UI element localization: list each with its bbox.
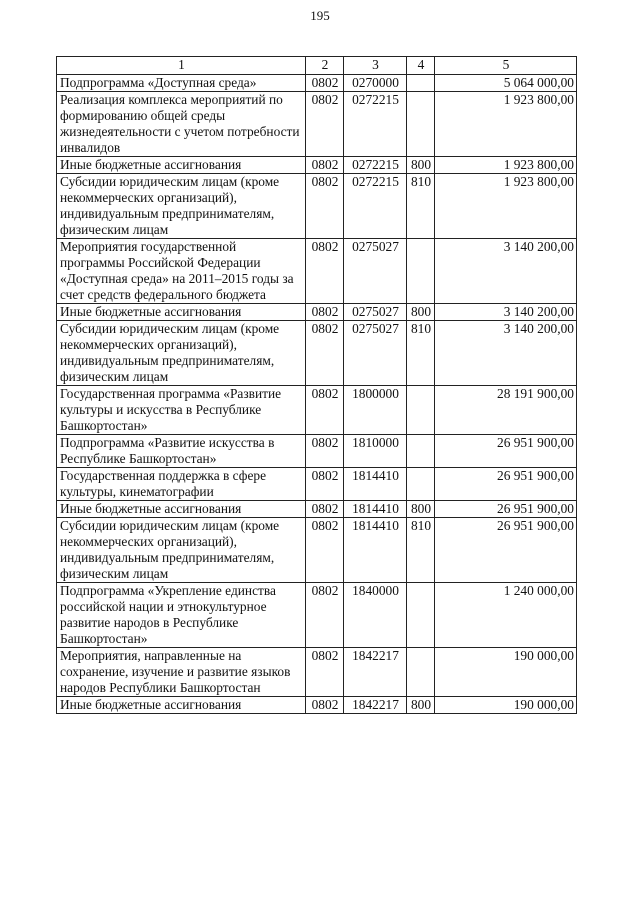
row-sum-cell: 26 951 900,00 <box>435 501 577 518</box>
table-row <box>57 157 577 174</box>
row-section-cell: 0802 <box>306 648 344 697</box>
row-code-cell: 0272215 <box>344 92 407 157</box>
row-name-cell: Мероприятия государственной программы Российской Федерации «Доступная среда» на 2011–2015 годы за счет средств федерального бюджета <box>57 239 306 304</box>
row-name-cell: Подпрограмма «Укрепление единства российской нации и этнокультурное развитие народов в Республике Башкортостан» <box>57 583 306 648</box>
row-type-cell <box>407 435 435 468</box>
table-body <box>57 75 577 714</box>
row-name-cell: Субсидии юридическим лицам (кроме некоммерческих организаций), индивидуальным предпринимателям, физическим лицам <box>57 174 306 239</box>
row-code-cell: 1800000 <box>344 386 407 435</box>
row-sum-cell: 26 951 900,00 <box>435 518 577 583</box>
row-sum-cell: 26 951 900,00 <box>435 468 577 501</box>
row-sum-cell: 3 140 200,00 <box>435 304 577 321</box>
row-section-cell: 0802 <box>306 435 344 468</box>
header-col-1: 1 <box>57 57 306 75</box>
table-row <box>57 697 577 714</box>
row-name-cell: Субсидии юридическим лицам (кроме некоммерческих организаций), индивидуальным предпринимателям, физическим лицам <box>57 518 306 583</box>
row-section-cell: 0802 <box>306 518 344 583</box>
row-sum-cell: 1 923 800,00 <box>435 157 577 174</box>
row-section-cell: 0802 <box>306 92 344 157</box>
row-type-cell <box>407 468 435 501</box>
header-col-3: 3 <box>344 57 407 75</box>
row-sum-cell: 190 000,00 <box>435 648 577 697</box>
header-col-4: 4 <box>407 57 435 75</box>
page-number: 195 <box>310 8 330 23</box>
header-col-2: 2 <box>306 57 344 75</box>
row-name-cell: Реализация комплекса мероприятий по формированию общей среды жизнедеятельности с учетом потребности инвалидов <box>57 92 306 157</box>
row-name-cell: Подпрограмма «Доступная среда» <box>57 75 306 92</box>
row-code-cell: 0272215 <box>344 157 407 174</box>
table-row <box>57 435 577 468</box>
row-name-cell: Иные бюджетные ассигнования <box>57 697 306 714</box>
table-row <box>57 501 577 518</box>
row-section-cell: 0802 <box>306 304 344 321</box>
row-name-cell: Подпрограмма «Развитие искусства в Республике Башкортостан» <box>57 435 306 468</box>
table-row <box>57 304 577 321</box>
row-sum-cell: 190 000,00 <box>435 697 577 714</box>
row-code-cell: 0275027 <box>344 321 407 386</box>
table-row <box>57 468 577 501</box>
table-row <box>57 386 577 435</box>
row-section-cell: 0802 <box>306 501 344 518</box>
row-sum-cell: 3 140 200,00 <box>435 239 577 304</box>
row-section-cell: 0802 <box>306 386 344 435</box>
row-name-cell: Государственная программа «Развитие культуры и искусства в Республике Башкортостан» <box>57 386 306 435</box>
row-section-cell: 0802 <box>306 75 344 92</box>
row-type-cell: 800 <box>407 697 435 714</box>
table-header-row <box>57 57 577 75</box>
row-type-cell: 810 <box>407 174 435 239</box>
row-type-cell <box>407 583 435 648</box>
row-name-cell: Иные бюджетные ассигнования <box>57 304 306 321</box>
row-code-cell: 1814410 <box>344 501 407 518</box>
row-code-cell: 1842217 <box>344 648 407 697</box>
row-code-cell: 0270000 <box>344 75 407 92</box>
table-row <box>57 92 577 157</box>
row-sum-cell: 5 064 000,00 <box>435 75 577 92</box>
row-type-cell <box>407 648 435 697</box>
row-sum-cell: 3 140 200,00 <box>435 321 577 386</box>
row-code-cell: 0272215 <box>344 174 407 239</box>
row-section-cell: 0802 <box>306 583 344 648</box>
header-col-5: 5 <box>435 57 577 75</box>
row-type-cell <box>407 92 435 157</box>
row-type-cell <box>407 386 435 435</box>
row-type-cell: 800 <box>407 501 435 518</box>
row-name-cell: Государственная поддержка в сфере культуры, кинематографии <box>57 468 306 501</box>
table-row <box>57 321 577 386</box>
row-type-cell <box>407 239 435 304</box>
row-code-cell: 1842217 <box>344 697 407 714</box>
row-section-cell: 0802 <box>306 321 344 386</box>
row-section-cell: 0802 <box>306 239 344 304</box>
row-code-cell: 1810000 <box>344 435 407 468</box>
row-section-cell: 0802 <box>306 157 344 174</box>
table-row <box>57 583 577 648</box>
row-section-cell: 0802 <box>306 174 344 239</box>
table-row <box>57 239 577 304</box>
row-name-cell: Иные бюджетные ассигнования <box>57 157 306 174</box>
row-type-cell: 800 <box>407 157 435 174</box>
row-sum-cell: 1 923 800,00 <box>435 92 577 157</box>
row-type-cell <box>407 75 435 92</box>
table-row <box>57 648 577 697</box>
table-row <box>57 518 577 583</box>
table-row <box>57 75 577 92</box>
row-code-cell: 1814410 <box>344 518 407 583</box>
row-type-cell: 810 <box>407 518 435 583</box>
row-name-cell: Мероприятия, направленные на сохранение, изучение и развитие языков народов Республики Башкортостан <box>57 648 306 697</box>
row-code-cell: 1840000 <box>344 583 407 648</box>
row-code-cell: 0275027 <box>344 239 407 304</box>
row-name-cell: Иные бюджетные ассигнования <box>57 501 306 518</box>
table-row <box>57 174 577 239</box>
row-code-cell: 1814410 <box>344 468 407 501</box>
row-type-cell: 800 <box>407 304 435 321</box>
row-sum-cell: 1 240 000,00 <box>435 583 577 648</box>
row-type-cell: 810 <box>407 321 435 386</box>
row-code-cell: 0275027 <box>344 304 407 321</box>
row-section-cell: 0802 <box>306 468 344 501</box>
row-section-cell: 0802 <box>306 697 344 714</box>
row-sum-cell: 28 191 900,00 <box>435 386 577 435</box>
row-name-cell: Субсидии юридическим лицам (кроме некоммерческих организаций), индивидуальным предпринимателям, физическим лицам <box>57 321 306 386</box>
budget-table <box>56 56 577 714</box>
row-sum-cell: 1 923 800,00 <box>435 174 577 239</box>
row-sum-cell: 26 951 900,00 <box>435 435 577 468</box>
